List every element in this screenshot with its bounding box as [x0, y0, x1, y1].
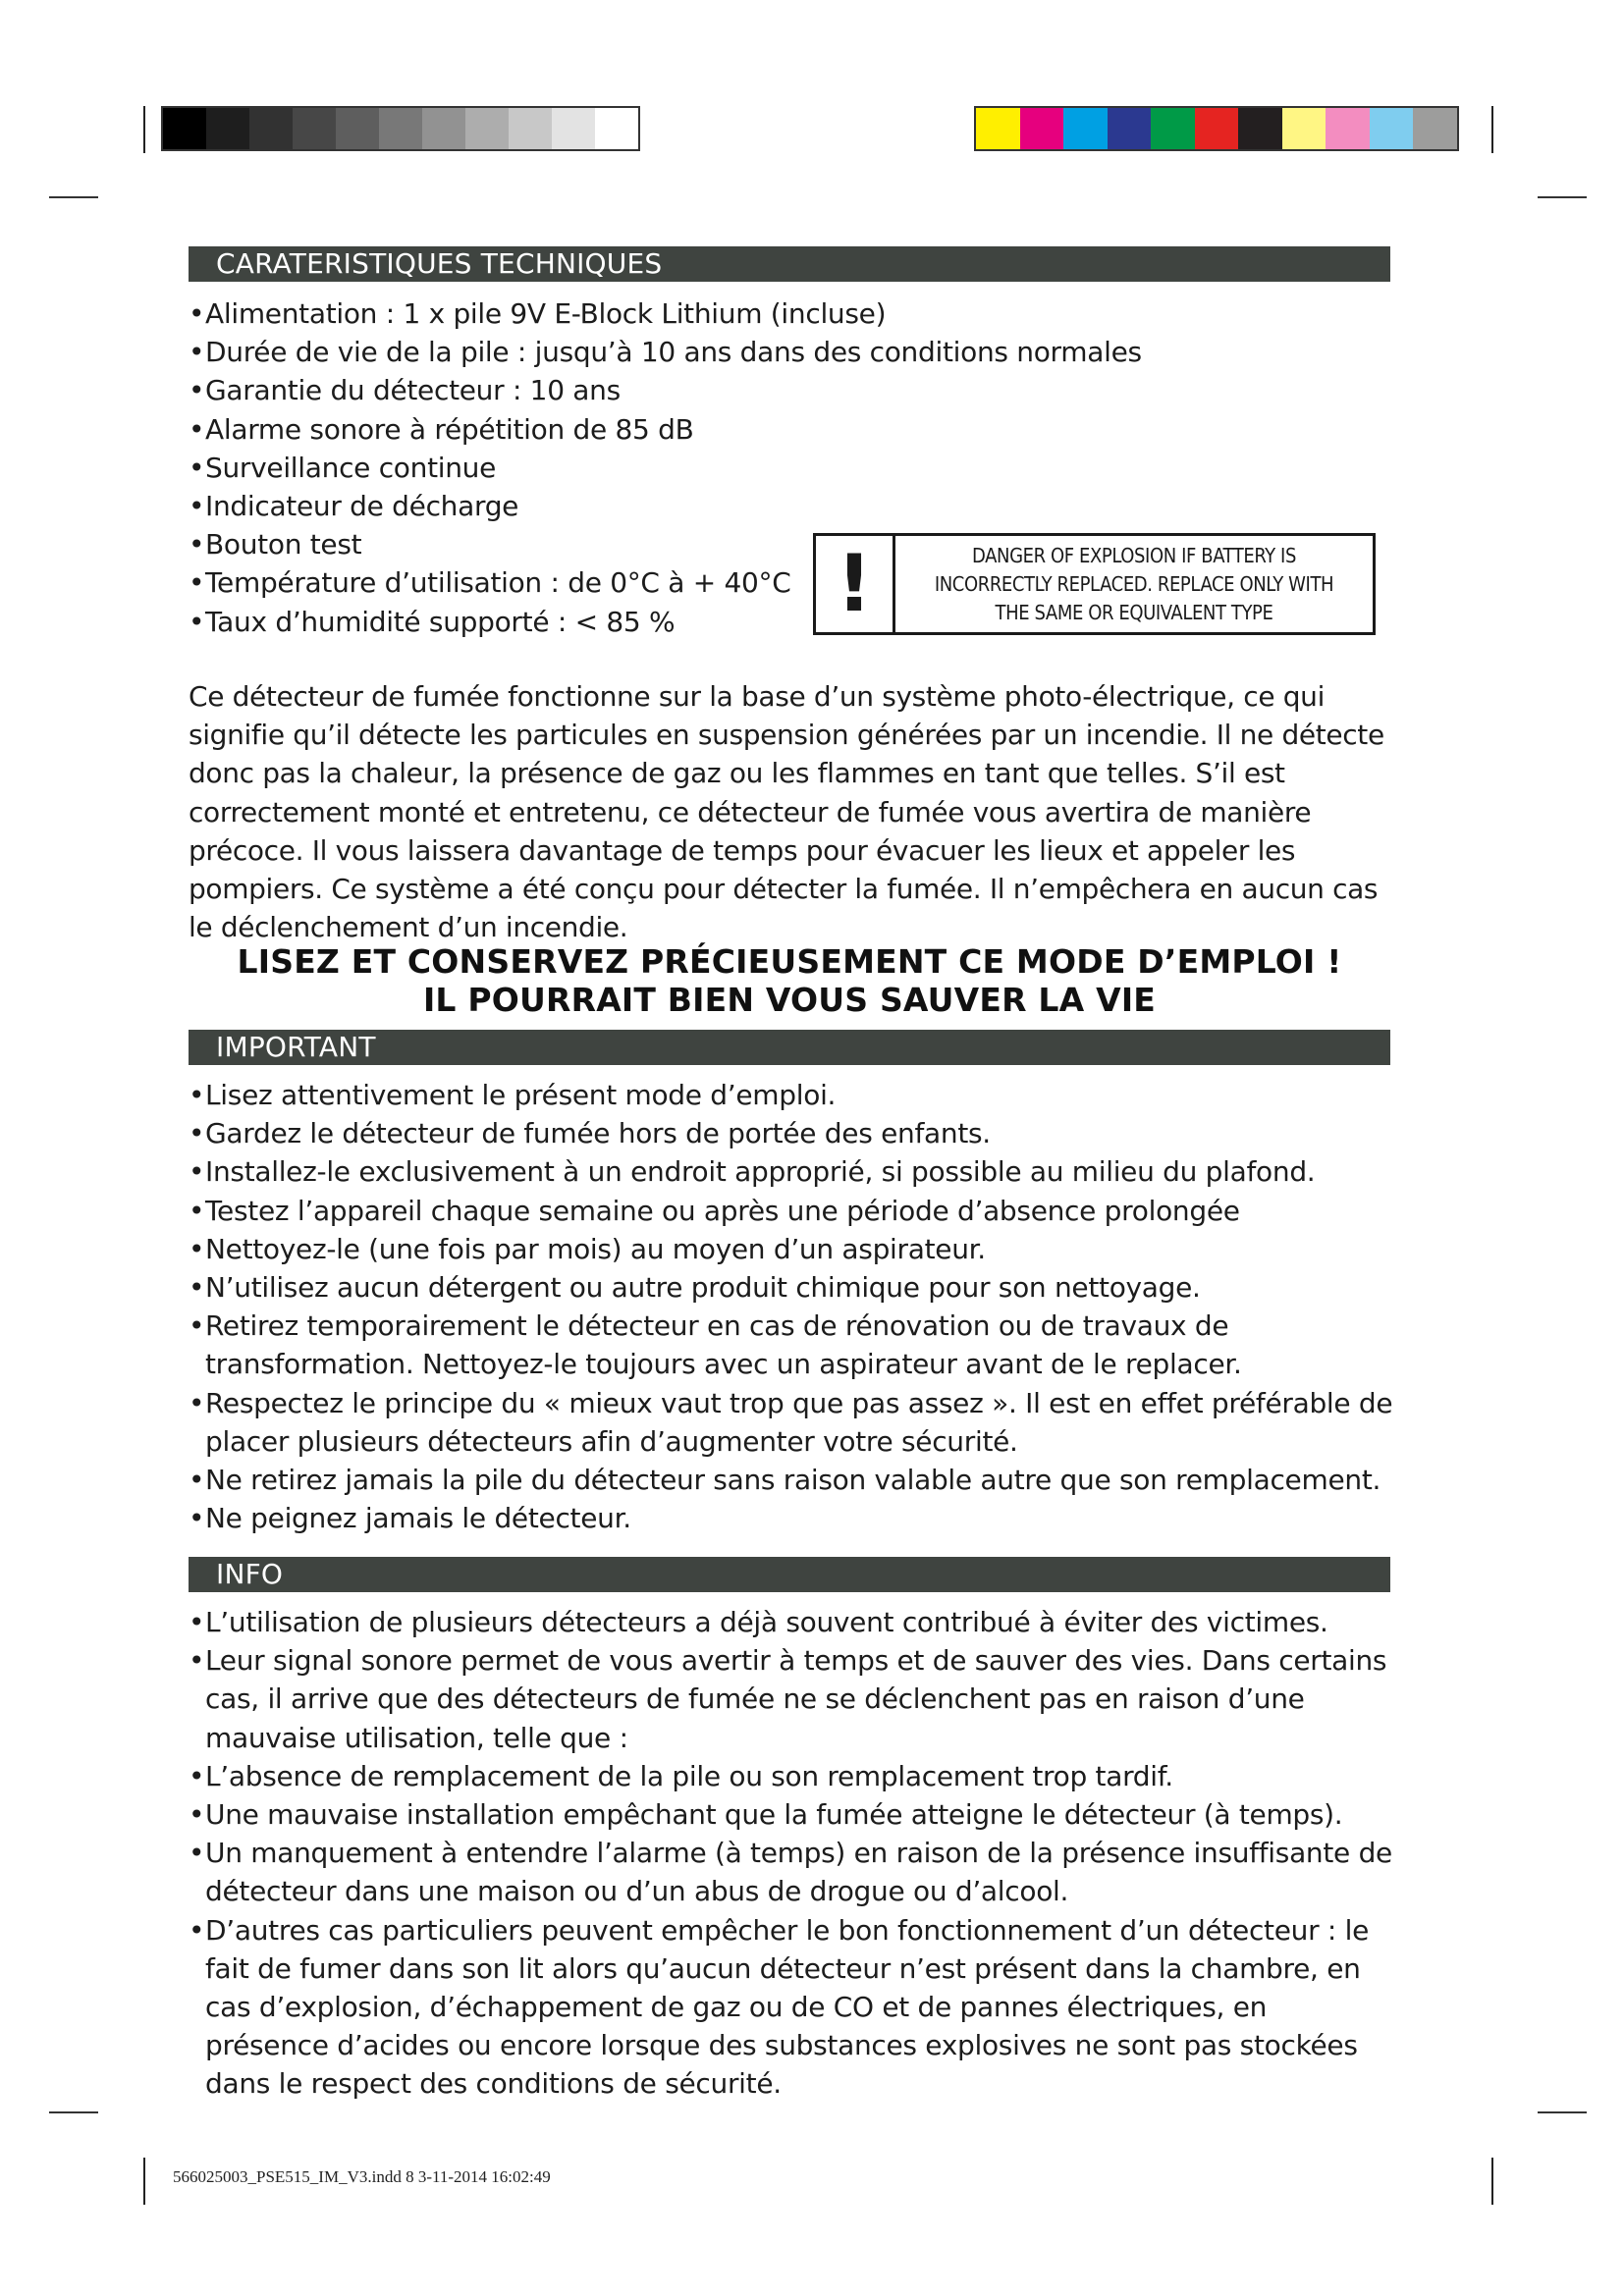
crop-mark-bottom-left [49, 2111, 98, 2113]
list-item: • Leur signal sonore permet de vous avertir à temps et de sauver des vies. Dans certains cas, il arrive que des détecteurs de fumée ne se déclenchent pas en raison d’une mauvaise utilisation, telle que : [189, 1641, 1396, 1757]
registration-tick-right [1491, 106, 1493, 153]
warning-exclamation-icon: ! [816, 536, 895, 632]
list-item: • L’utilisation de plusieurs détecteurs a déjà souvent contribué à éviter des victimes. [189, 1603, 1396, 1641]
list-item: • Durée de vie de la pile : jusqu’à 10 ans dans des conditions normales [189, 333, 1396, 371]
footer-tick-right [1491, 2158, 1493, 2205]
battery-warning-box [813, 533, 1376, 635]
color-swatch [422, 108, 465, 149]
list-item: • Respectez le principe du « mieux vaut trop que pas assez ». Il est en effet préférable de placer plusieurs détecteurs afin d’augmenter votre sécurité. [189, 1384, 1396, 1461]
color-swatch [1108, 108, 1152, 149]
color-swatch [163, 108, 206, 149]
list-item: • Retirez temporairement le détecteur en cas de rénovation ou de travaux de transformation. Nettoyez-le toujours avec un aspirateur avant de le replacer. [189, 1307, 1396, 1383]
crop-mark-top-right [1538, 196, 1587, 198]
color-swatch [379, 108, 422, 149]
registration-tick-left [143, 106, 145, 153]
warning-line: DANGER OF EXPLOSION IF BATTERY IS [972, 543, 1296, 567]
list-item: • Un manquement à entendre l’alarme (à temps) en raison de la présence insuffisante de détecteur dans une maison ou d’un abus de drogue ou d’alcool. [189, 1834, 1396, 1910]
list-item: • Alimentation : 1 x pile 9V E-Block Lithium (incluse) [189, 294, 1396, 333]
grayscale-color-bar [161, 106, 640, 151]
color-swatch [1326, 108, 1370, 149]
list-item: • Installez-le exclusivement à un endroit approprié, si possible au milieu du plafond. [189, 1152, 1396, 1191]
list-item: • Une mauvaise installation empêchant que la fumée atteigne le détecteur (à temps). [189, 1795, 1396, 1834]
list-item: • L’absence de remplacement de la pile ou son remplacement trop tardif. [189, 1757, 1396, 1795]
color-swatch [552, 108, 595, 149]
title-line-1: LISEZ ET CONSERVEZ PRÉCIEUSEMENT CE MODE D’EMPLOI ! [237, 942, 1342, 981]
page-title [189, 942, 1390, 1019]
footer-filename: 566025003_PSE515_IM_V3.indd 8 3-11-2014 16:02:49 [173, 2167, 551, 2186]
color-swatch [1413, 108, 1457, 149]
warning-line: INCORRECTLY REPLACED. REPLACE ONLY WITH [934, 571, 1334, 596]
footer-tick-left [143, 2158, 145, 2205]
warning-line: THE SAME OR EQUIVALENT TYPE [995, 600, 1273, 624]
list-item: • D’autres cas particuliers peuvent empêcher le bon fonctionnement d’un détecteur : le fait de fumer dans son lit alors qu’aucun détecteur n’est présent dans la chambre, en cas d’explosion, d’échappement de gaz ou de CO et de pannes électriques, en présence d’acides ou encore lorsque des substances explosives ne sont pas stockées dans le respect des conditions de sécurité. [189, 1911, 1396, 2104]
warning-text [895, 536, 1373, 632]
color-swatch [293, 108, 336, 149]
list-item: • Testez l’appareil chaque semaine ou après une période d’absence prolongée [189, 1192, 1396, 1230]
list-item: • Indicateur de décharge [189, 487, 1396, 525]
color-swatch [206, 108, 249, 149]
color-swatch [336, 108, 379, 149]
title-line-2: IL POURRAIT BIEN VOUS SAUVER LA VIE [422, 981, 1157, 1019]
color-swatch [1063, 108, 1108, 149]
color-swatch [509, 108, 552, 149]
color-swatch [249, 108, 293, 149]
color-swatch [1151, 108, 1195, 149]
color-swatch [595, 108, 638, 149]
list-item: • N’utilisez aucun détergent ou autre produit chimique pour son nettoyage. [189, 1268, 1396, 1307]
crop-mark-bottom-right [1538, 2111, 1587, 2113]
color-swatch [1238, 108, 1282, 149]
info-heading: INFO [189, 1557, 1390, 1592]
color-swatch [1282, 108, 1326, 149]
description-paragraph: Ce détecteur de fumée fonctionne sur la base d’un système photo-électrique, ce qui signifie qu’il détecte les particules en suspension générées par un incendie. Il ne détecte donc pas la chaleur, la présence de gaz ou les flammes en tant que telles. S’il est correctement monté et entretenu, ce détecteur de fumée vous avertira de manière précoce. Il vous laissera davantage de temps pour évacuer les lieux et appeler les pompiers. Ce système a été conçu pour détecter la fumée. Il n’empêchera en aucun cas le déclenchement d’un incendie. [189, 680, 1384, 944]
list-item: • Température d’utilisation : de 0°C à + 40°C [189, 563, 1396, 602]
color-swatch [1195, 108, 1239, 149]
list-item: • Ne retirez jamais la pile du détecteur sans raison valable autre que son remplacement. [189, 1461, 1396, 1499]
list-item: • Gardez le détecteur de fumée hors de portée des enfants. [189, 1114, 1396, 1152]
specs-heading: CARATERISTIQUES TECHNIQUES [189, 246, 1390, 282]
list-item: • Lisez attentivement le présent mode d’emploi. [189, 1076, 1396, 1114]
info-list [189, 1603, 1396, 2104]
cmyk-color-bar [974, 106, 1459, 151]
color-swatch [1370, 108, 1414, 149]
color-swatch [465, 108, 509, 149]
color-swatch [976, 108, 1020, 149]
list-item: • Taux d’humidité supporté : < 85 % [189, 603, 1396, 641]
important-list [189, 1076, 1396, 1537]
list-item: • Ne peignez jamais le détecteur. [189, 1499, 1396, 1537]
list-item: • Garantie du détecteur : 10 ans [189, 371, 1396, 409]
list-item: • Nettoyez-le (une fois par mois) au moyen d’un aspirateur. [189, 1230, 1396, 1268]
list-item: • Bouton test [189, 525, 1396, 563]
important-heading: IMPORTANT [189, 1030, 1390, 1065]
list-item: • Alarme sonore à répétition de 85 dB [189, 410, 1396, 449]
color-swatch [1020, 108, 1064, 149]
list-item: • Surveillance continue [189, 449, 1396, 487]
crop-mark-top-left [49, 196, 98, 198]
